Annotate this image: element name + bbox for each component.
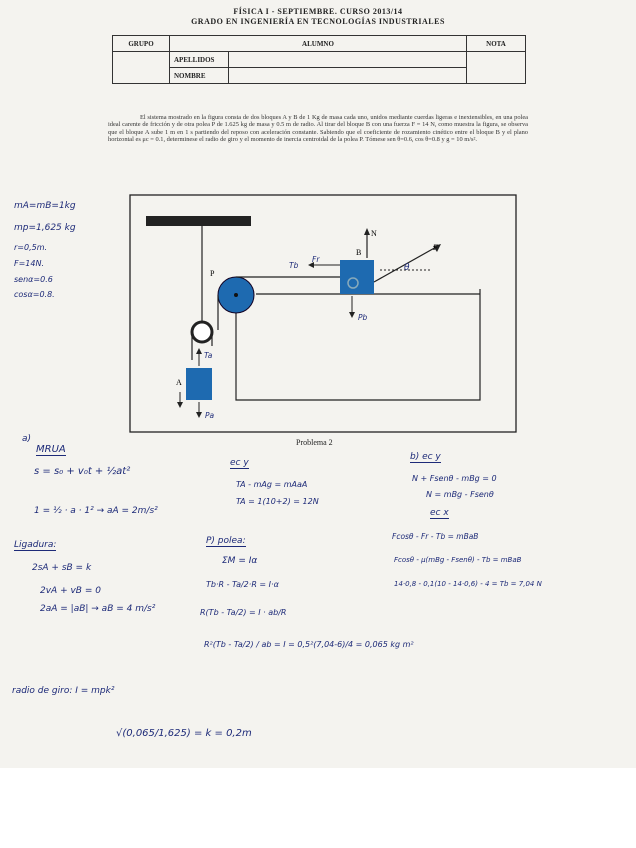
- pulley-small: [192, 322, 212, 342]
- table-outline: [236, 289, 480, 400]
- note-part-a: a): [22, 434, 32, 444]
- note-data-1: mA=mB=1kg: [14, 201, 76, 211]
- note-mrua: MRUA: [36, 444, 66, 455]
- label-tb: Tb: [289, 261, 299, 270]
- note-eq-b1: N + Fsenθ - mBg = 0: [412, 474, 497, 483]
- label-a: A: [176, 378, 182, 387]
- block-b: [340, 260, 374, 294]
- note-ec-y: ec y: [230, 458, 249, 468]
- alumno-label: ALUMNO: [170, 36, 467, 52]
- ceiling-bar: [146, 216, 251, 226]
- note-radio2: √(0,065/1,625) = k = 0,2m: [116, 728, 252, 739]
- nombre-label: NOMBRE: [170, 68, 229, 84]
- note-eq1: s = s₀ + v₀t + ½at²: [34, 466, 131, 477]
- label-p: P: [210, 269, 215, 278]
- apellidos-label: APELLIDOS: [170, 52, 229, 68]
- note-eq2: 1 = ½ · a · 1² → aA = 2m/s²: [34, 506, 158, 516]
- note-eq-p2: Tb·R - Ta/2·R = I·α: [206, 580, 279, 589]
- note-data-4: F=14N.: [14, 259, 45, 268]
- label-fr: Fr: [312, 255, 320, 264]
- nota-label: NOTA: [467, 36, 526, 52]
- pulley-p-axle: [234, 293, 238, 297]
- label-ta: Ta: [204, 351, 213, 360]
- label-pa: Pa: [205, 411, 215, 420]
- note-polea: P) polea:: [206, 536, 246, 546]
- grupo-label: GRUPO: [113, 36, 170, 52]
- note-data-2: mp=1,625 kg: [14, 223, 76, 233]
- note-eq-y1: TA - mAg = mAaA: [236, 480, 308, 489]
- note-lig2: 2vA + vB = 0: [40, 586, 101, 596]
- arrow-a-down-head: [177, 402, 183, 408]
- exam-title: FÍSICA I - SEPTIEMBRE. CURSO 2013/14: [233, 7, 403, 16]
- note-eq-p3: R(Tb - Ta/2) = I · ab/R: [200, 608, 287, 617]
- note-lig3: 2aA = |aB| → aB = 4 m/s²: [40, 604, 156, 614]
- label-f: F: [433, 243, 438, 252]
- arrow-n-head: [364, 228, 370, 235]
- note-data-6: cosα=0.8.: [14, 290, 55, 299]
- note-eq-p4: R²(Tb - Ta/2) / ab = I = 0,5²(7,04-6)/4 = 0,065 kg m²: [204, 640, 414, 649]
- note-eq-b2: N = mBg - Fsenθ: [426, 490, 494, 499]
- note-data-3: r=0,5m.: [14, 243, 48, 252]
- note-eq-b5: 14·0,8 - 0,1(10 - 14·0,6) - 4 = Tb = 7,04 N: [394, 580, 542, 588]
- label-n: N: [371, 229, 377, 238]
- degree-title: GRADO EN INGENIERÍA EN TECNOLOGÍAS INDUSTRIALES: [191, 17, 445, 26]
- note-eq-b3: Fcosθ - Fr - Tb = mBaB: [392, 532, 479, 541]
- figure-caption: Problema 2: [296, 438, 333, 447]
- note-eq-p1: ΣM = Iα: [222, 556, 258, 566]
- arrow-pa-head: [196, 412, 202, 418]
- arrow-ta-head: [196, 348, 202, 354]
- note-eq-b4: Fcosθ - μ(mBg - Fsenθ) - Tb = mBaB: [394, 556, 522, 564]
- arrow-pb-head: [349, 312, 355, 318]
- label-b: B: [356, 248, 362, 257]
- block-a: [186, 368, 212, 400]
- note-data-5: senα=0.6: [14, 275, 53, 284]
- note-lig1: 2sA + sB = k: [32, 563, 92, 573]
- problem-statement: El sistema mostrado en la figura consta de dos bloques A y B de 1 Kg de masa cada uno, unidos mediante cuerdas ligeras e inextensibles, en una polea ideal carente de fricción y de otra polea P de 1.625 kg de masa y 0.5 m de radio. Al tirar del bloque B con una fuerza F = 14 N, como muestra la figura, se observa que el bloque A sube 1 m en 1 s partiendo del reposo con aceleración constante. Sabiendo que el coeficiente de rozamiento cinético entre el bloque B y el plano horizontal es μc = 0.1, determinese el radio de giro y el momento de inercia centroidal de la polea P. Tómese sen θ=0.6, cos θ=0.8 y g = 10 m/s².: [108, 114, 528, 144]
- note-ligadura: Ligadura:: [14, 540, 57, 550]
- note-ec-x: ec x: [430, 508, 449, 518]
- label-theta: θ: [404, 263, 410, 273]
- note-radio: radio de giro: I = mpk²: [12, 686, 115, 696]
- label-pb: Pb: [358, 313, 368, 322]
- note-eq-y2: TA = 1(10+2) = 12N: [236, 497, 319, 506]
- note-part-b: b) ec y: [410, 452, 441, 462]
